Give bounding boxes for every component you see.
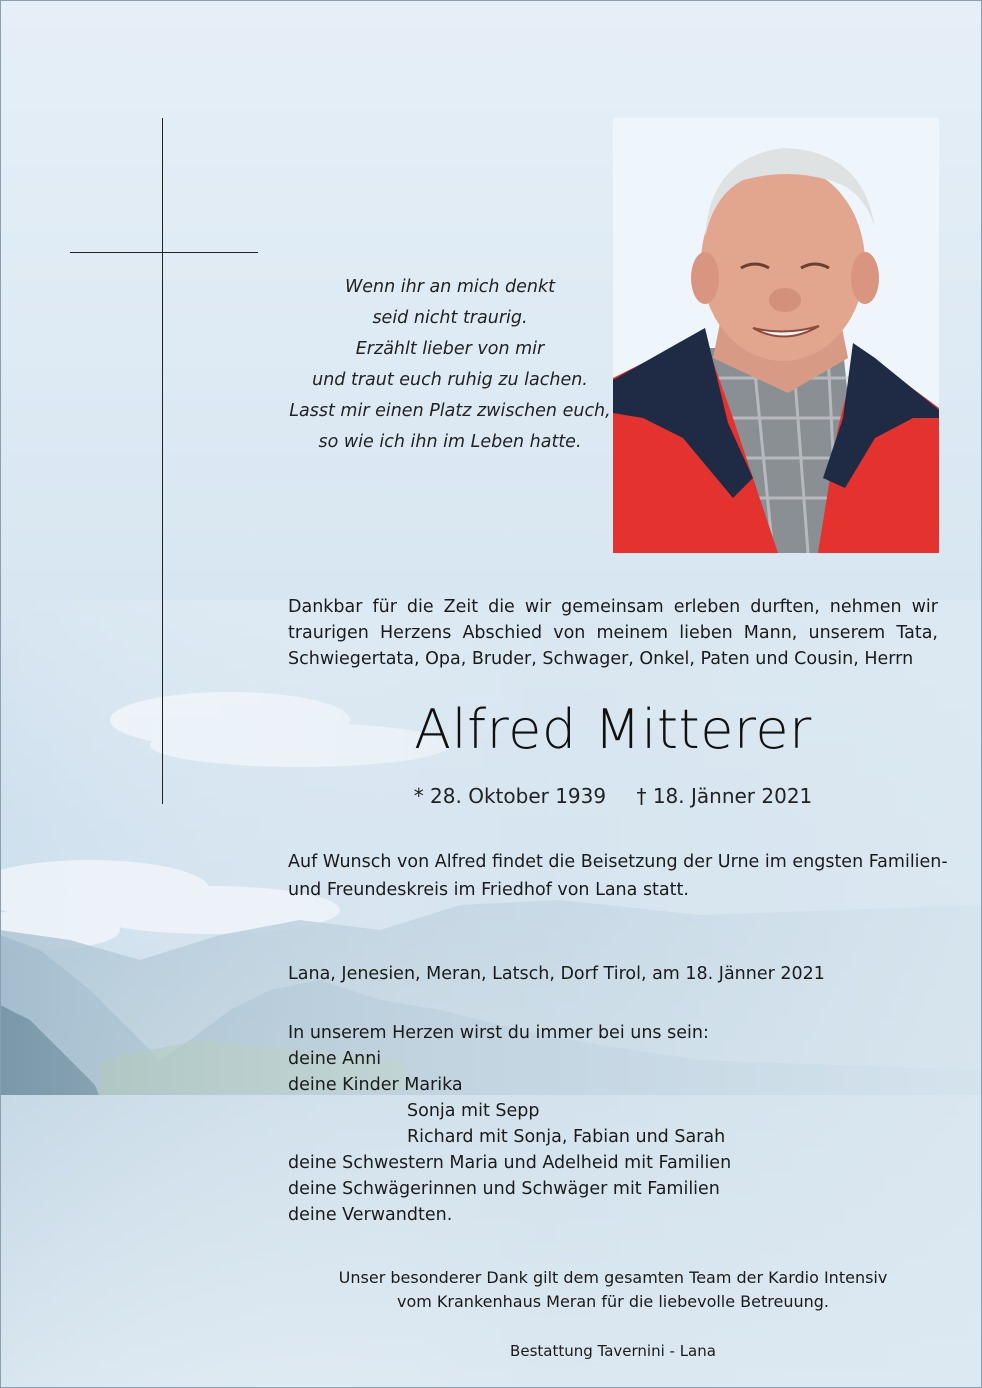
- poem: [280, 272, 620, 458]
- intro-line: traurigen Herzens Abschied von meinem lieben Mann, unserem Tata,: [288, 623, 938, 643]
- cross-icon: [162, 118, 163, 804]
- burial-line: und Freundeskreis im Friedhof von Lana statt.: [288, 880, 689, 900]
- mourner-wife: deine Anni: [288, 1049, 382, 1069]
- mourner-child: Sonja mit Sepp: [407, 1101, 540, 1121]
- thanks-line: Unser besonderer Dank gilt dem gesamten Team der Kardio Intensiv: [338, 1268, 888, 1287]
- intro-line: Schwiegertata, Opa, Bruder, Schwager, Onkel, Paten und Cousin, Herrn: [288, 649, 914, 669]
- thanks-line: vom Krankenhaus Meran für die liebevolle Betreuung.: [397, 1292, 829, 1311]
- mourner-children: deine Kinder Marika: [288, 1075, 463, 1095]
- portrait-photo: [613, 118, 939, 553]
- burial-line: Auf Wunsch von Alfred findet die Beisetzung der Urne im engsten Familien-: [288, 852, 948, 872]
- intro-line: Dankbar für die Zeit die wir gemeinsam erleben durften, nehmen wir: [288, 597, 938, 617]
- poem-line: Wenn ihr an mich denkt: [344, 277, 556, 297]
- place-date: Lana, Jenesien, Meran, Latsch, Dorf Tirol, am 18. Jänner 2021: [288, 964, 825, 984]
- mourner-relatives: deine Schwägerinnen und Schwäger mit Familien: [288, 1179, 720, 1199]
- mourner-relatives: deine Schwestern Maria und Adelheid mit Familien: [288, 1153, 732, 1173]
- burial-notice: [288, 848, 948, 904]
- deceased-name: Alfred Mitterer: [414, 698, 812, 761]
- birth-date: * 28. Oktober 1939: [413, 784, 607, 808]
- poem-line: Lasst mir einen Platz zwischen euch,: [289, 401, 611, 421]
- mourners-heading: In unserem Herzen wirst du immer bei uns sein:: [288, 1023, 709, 1043]
- poem-line: und traut euch ruhig zu lachen.: [312, 370, 588, 390]
- mourner-child: Richard mit Sonja, Fabian und Sarah: [407, 1127, 726, 1147]
- poem-line: Erzählt lieber von mir: [355, 339, 545, 359]
- thanks-note: [288, 1266, 938, 1314]
- funeral-home: Bestattung Tavernini - Lana: [510, 1342, 716, 1360]
- poem-line: so wie ich ihn im Leben hatte.: [318, 432, 582, 452]
- mourner-relatives: deine Verwandten.: [288, 1205, 453, 1225]
- cross-icon-bar: [70, 252, 258, 253]
- intro-text: [288, 594, 938, 672]
- death-date: † 18. Jänner 2021: [636, 784, 813, 808]
- life-dates: [288, 784, 938, 808]
- poem-line: seid nicht traurig.: [372, 308, 528, 328]
- mourners-list: [288, 1020, 938, 1228]
